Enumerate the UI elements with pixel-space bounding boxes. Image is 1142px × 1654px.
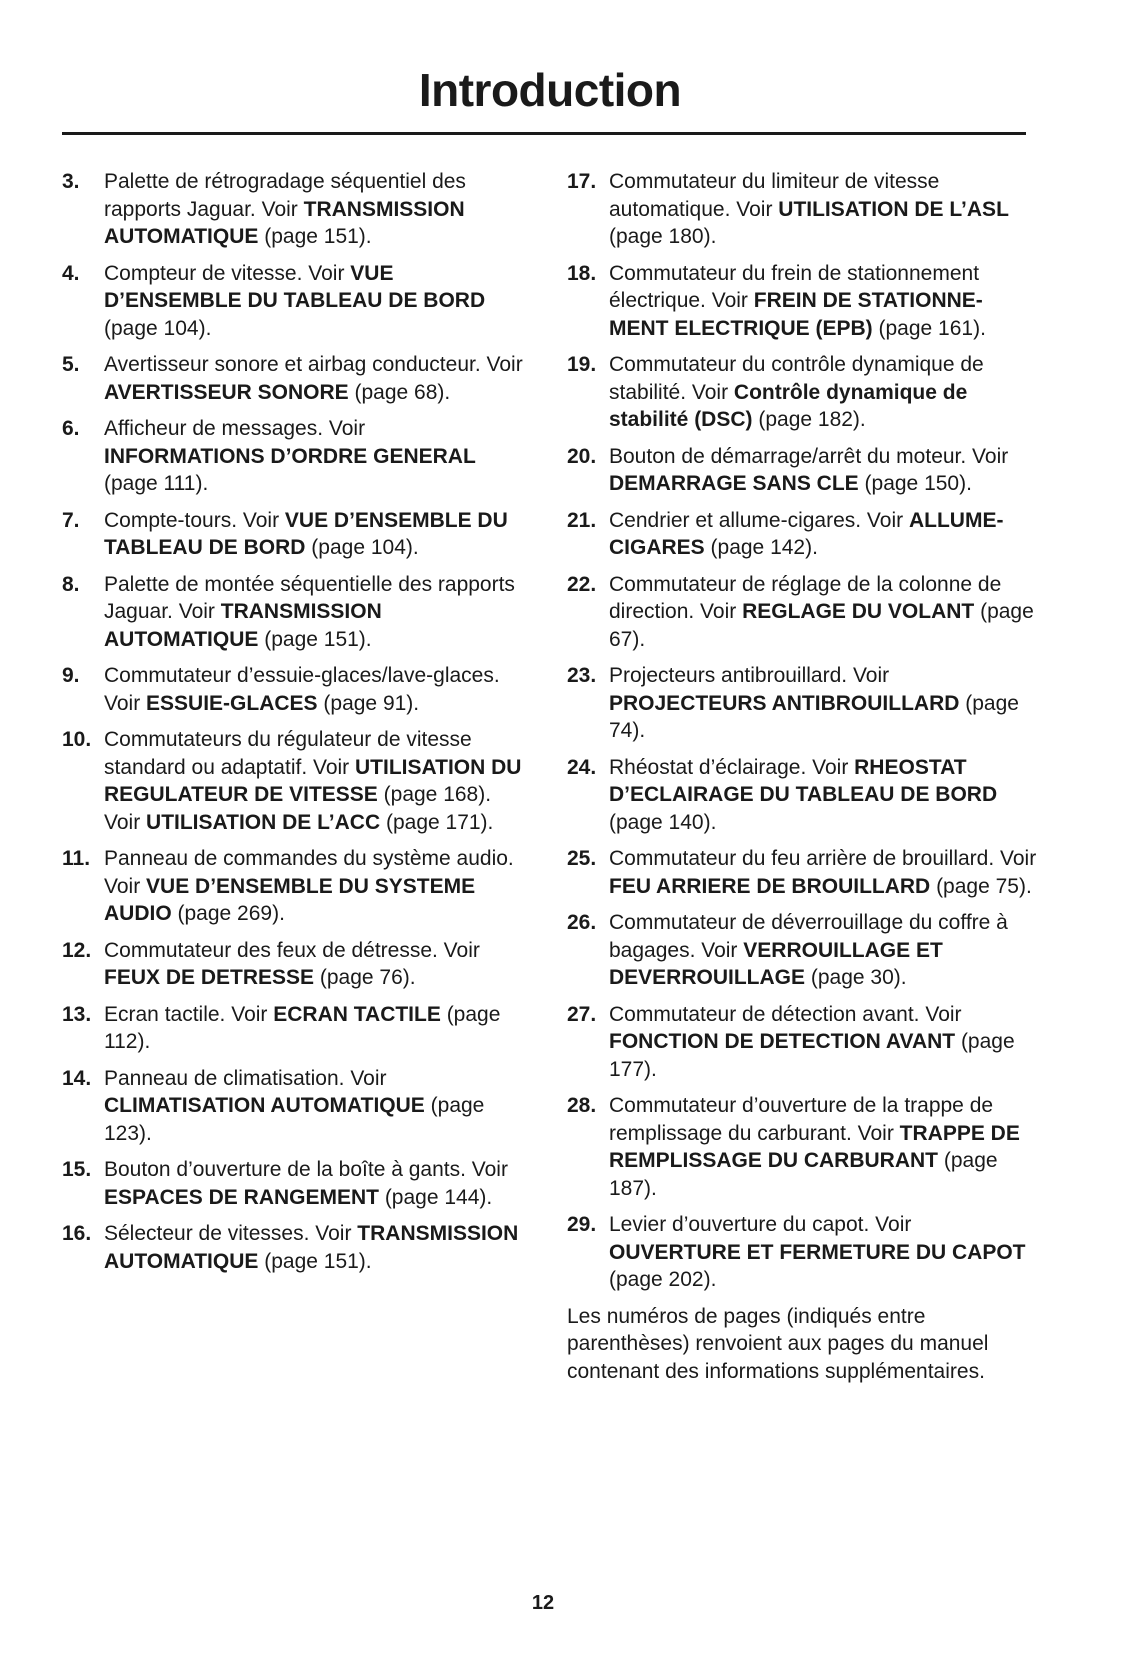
- item-number: 29.: [567, 1213, 597, 1236]
- list-item: [62, 415, 524, 498]
- item-description: Compte-tours. Voir: [104, 508, 285, 532]
- item-description: Commutateur de réglage de la colonne de direction. Voir: [609, 572, 1002, 623]
- item-number: 23.: [567, 664, 597, 687]
- item-page-ref: (page 150).: [858, 472, 972, 495]
- item-number: 24.: [567, 755, 597, 779]
- item-description: Commutateur du contrôle dynamique de stabilité. Voir: [609, 353, 984, 404]
- item-number: 16.: [62, 1222, 92, 1245]
- section-reference: VUE D’ENSEMBLE DU TABLEAU DE BORD: [104, 508, 508, 559]
- item-description: Panneau de commandes du système audio. Voir: [104, 847, 514, 898]
- item-page-ref: (page 182).: [752, 408, 866, 431]
- list-item: [62, 726, 524, 836]
- list-item: [62, 351, 524, 406]
- section-reference: ALLUME-CIGARES: [609, 508, 1004, 559]
- item-description: Commutateur du limiteur de vitesse automatique. Voir: [609, 170, 940, 221]
- section-reference: ESPACES DE RANGEMENT: [104, 1185, 379, 1209]
- section-reference: ECRAN TACTILE: [273, 1002, 441, 1026]
- item-page-ref: (page 30).: [805, 966, 907, 989]
- section-reference: FONCTION DE DETECTION AVANT: [609, 1030, 956, 1053]
- item-description: Avertisseur sonore et airbag conducteur. Voir: [104, 353, 523, 376]
- item-number: 6.: [62, 417, 80, 440]
- section-reference: CLIMATISATION AUTOMATIQUE: [104, 1094, 425, 1117]
- list-item: [567, 1092, 1037, 1202]
- section-reference: TRANSMISSION AUTOMATIQUE: [104, 600, 382, 651]
- section-reference: ESSUIE-GLACES: [146, 691, 318, 715]
- item-page-ref: (page 75).: [930, 874, 1032, 898]
- item-number: 11.: [62, 847, 91, 870]
- item-number: 28.: [567, 1094, 597, 1117]
- item-text: [609, 1092, 1037, 1202]
- item-description: Commutateur de déverrouillage du coffre à bagages. Voir: [609, 911, 1008, 962]
- title-divider: [62, 132, 1026, 135]
- item-page-ref: (page 144).: [378, 1185, 493, 1209]
- item-description: Commutateur d’essuie-glaces/lave-glaces. Voir: [104, 664, 500, 715]
- item-number: 13.: [62, 1002, 92, 1026]
- item-description: Projecteurs antibrouillard. Voir: [609, 664, 890, 687]
- item-number: 20.: [567, 444, 597, 468]
- item-description: Commutateur du frein de stationnement électrique. Voir: [609, 261, 980, 312]
- list-item: [62, 1220, 524, 1275]
- item-text: [609, 662, 1037, 745]
- item-text: [104, 1220, 524, 1275]
- item-text: [104, 1001, 524, 1056]
- section-reference: INFORMATIONS D’ORDRE GENERAL: [104, 444, 476, 468]
- item-number: 4.: [62, 261, 80, 285]
- item-text: [609, 443, 1037, 498]
- list-item: [62, 260, 524, 343]
- item-text: [609, 909, 1037, 992]
- item-description: Bouton de démarrage/arrêt du moteur. Voir: [609, 444, 1009, 468]
- list-item: [567, 1001, 1037, 1084]
- list-item: [567, 351, 1037, 434]
- item-text: [104, 662, 524, 717]
- section-reference: TRANSMISSION AUTOMATIQUE: [104, 197, 465, 248]
- item-text: [609, 168, 1037, 251]
- item-description: Cendrier et allume-cigares. Voir: [609, 508, 909, 532]
- list-item: [567, 1211, 1037, 1294]
- item-text: [104, 168, 524, 251]
- item-page-ref: (page 177).: [609, 1030, 1015, 1081]
- item-text: [609, 1001, 1037, 1084]
- item-page-ref: (page 161).: [872, 316, 986, 340]
- section-reference: PROJECTEURS ANTIBROUILLARD: [609, 691, 960, 715]
- item-text: [104, 571, 524, 654]
- list-item: [62, 1156, 524, 1211]
- page-number: 12: [531, 1592, 555, 1614]
- list-item: [62, 571, 524, 654]
- item-description: Commutateur des feux de détresse. Voir: [104, 938, 480, 962]
- item-page-ref: (page 171).: [380, 810, 494, 834]
- item-page-ref: (page 187).: [609, 1149, 998, 1200]
- item-page-ref: (page 140).: [609, 810, 717, 834]
- item-number: 15.: [62, 1158, 92, 1181]
- item-number: 5.: [62, 353, 80, 376]
- item-page-ref: (page 112).: [104, 1002, 501, 1053]
- section-reference: UTILISATION DE L’ASL: [778, 197, 1009, 221]
- item-number: 22.: [567, 572, 597, 596]
- item-text: [104, 351, 524, 406]
- section-reference: FEU ARRIERE DE BROUILLARD: [609, 874, 931, 898]
- section-reference: FREIN DE STATIONNE-MENT ELECTRIQUE (EPB): [609, 289, 983, 340]
- section-reference: Contrôle dynamique de stabilité (DSC): [609, 380, 968, 431]
- item-number: 18.: [567, 261, 597, 285]
- item-text: [609, 507, 1037, 562]
- item-number: 3.: [62, 170, 80, 193]
- item-description: Palette de montée séquentielle des rapports Jaguar. Voir: [104, 572, 515, 623]
- item-page-ref: (page 111).: [104, 472, 209, 495]
- item-text: [609, 571, 1037, 654]
- item-page-ref: (page 104).: [104, 316, 212, 340]
- section-reference: UTILISATION DE L’ACC: [146, 810, 381, 834]
- list-item: [62, 845, 524, 928]
- item-page-ref: (page 151).: [258, 225, 372, 248]
- list-item: [62, 937, 524, 992]
- item-text: [609, 260, 1037, 343]
- list-item: [62, 168, 524, 251]
- item-page-ref: (page 269).: [171, 902, 285, 925]
- item-number: 21.: [567, 508, 597, 532]
- item-text: [609, 754, 1037, 837]
- item-page-ref: (page 91).: [317, 691, 420, 715]
- list-item: [567, 507, 1037, 562]
- item-description: Commutateurs du régulateur de vitesse standard ou adaptatif. Voir: [104, 728, 472, 779]
- item-text: [609, 1211, 1037, 1294]
- item-description: Afficheur de messages. Voir: [104, 417, 366, 440]
- item-page-ref: (page 180).: [609, 225, 717, 248]
- item-page-ref: (page 151).: [258, 1249, 372, 1273]
- item-page-ref: (page 104).: [305, 536, 419, 559]
- list-item: [62, 662, 524, 717]
- item-text: [609, 351, 1037, 434]
- section-reference: TRANSMISSION AUTOMATIQUE: [104, 1222, 519, 1273]
- item-number: 9.: [62, 664, 80, 687]
- item-page-ref: (page 168). Voir: [104, 783, 492, 834]
- section-reference: VUE D’ENSEMBLE DU SYSTEME AUDIO: [104, 874, 476, 925]
- item-page-ref: (page 151).: [258, 627, 372, 651]
- right-column: [567, 168, 1037, 1385]
- item-page-ref: (page 142).: [704, 536, 818, 559]
- item-description: Palette de rétrogradage séquentiel des rapports Jaguar. Voir: [104, 170, 466, 221]
- section-reference: RHEOSTAT D’ECLAIRAGE DU TABLEAU DE BORD: [609, 755, 998, 806]
- item-description: Ecran tactile. Voir: [104, 1002, 274, 1026]
- item-page-ref: (page 74).: [609, 691, 1019, 742]
- page-title: Introduction: [418, 64, 682, 116]
- list-item: [567, 260, 1037, 343]
- item-number: 19.: [567, 353, 597, 376]
- section-reference: OUVERTURE ET FERMETURE DU CAPOT: [609, 1240, 1026, 1264]
- item-text: [104, 415, 524, 498]
- list-item: [567, 909, 1037, 992]
- item-number: 27.: [567, 1002, 597, 1026]
- item-number: 8.: [62, 572, 80, 596]
- section-reference: AVERTISSEUR SONORE: [104, 380, 349, 404]
- item-text: [104, 1156, 524, 1211]
- item-description: Commutateur d’ouverture de la trappe de remplissage du carburant. Voir: [609, 1094, 994, 1145]
- item-description: Rhéostat d’éclairage. Voir: [609, 755, 855, 779]
- item-description: Levier d’ouverture du capot. Voir: [609, 1213, 912, 1236]
- list-item: [567, 168, 1037, 251]
- section-reference: VUE D’ENSEMBLE DU TABLEAU DE BORD: [104, 261, 486, 312]
- list-item: [567, 571, 1037, 654]
- item-description: Panneau de climatisation. Voir: [104, 1066, 387, 1090]
- item-text: [104, 1065, 524, 1148]
- left-column: [62, 168, 524, 1284]
- item-number: 12.: [62, 938, 92, 962]
- item-text: [104, 507, 524, 562]
- item-description: Commutateur du feu arrière de brouillard. Voir: [609, 847, 1037, 870]
- item-description: Compteur de vitesse. Voir: [104, 261, 351, 285]
- item-page-ref: (page 202).: [609, 1268, 717, 1291]
- item-page-ref: (page 68).: [348, 380, 451, 404]
- section-reference: VERROUILLAGE ET DEVERROUILLAGE: [609, 938, 943, 989]
- item-description: Bouton d’ouverture de la boîte à gants. Voir: [104, 1158, 508, 1181]
- item-text: [104, 845, 524, 928]
- list-item: [567, 443, 1037, 498]
- item-page-ref: (page 67).: [609, 600, 1034, 651]
- item-text: [104, 260, 524, 343]
- item-page-ref: (page 123).: [104, 1094, 485, 1145]
- list-item: [62, 507, 524, 562]
- item-number: 7.: [62, 508, 80, 532]
- item-page-ref: (page 76).: [314, 966, 416, 989]
- item-text: [104, 726, 524, 836]
- section-reference: FEUX DE DETRESSE: [104, 966, 315, 989]
- list-item: [567, 845, 1037, 900]
- section-reference: TRAPPE DE REMPLISSAGE DU CARBURANT: [609, 1121, 1020, 1172]
- item-text: [104, 937, 524, 992]
- list-item: [62, 1001, 524, 1056]
- section-reference: DEMARRAGE SANS CLE: [609, 472, 859, 495]
- item-description: Sélecteur de vitesses. Voir: [104, 1222, 358, 1245]
- list-item: [567, 754, 1037, 837]
- item-number: 17.: [567, 170, 597, 193]
- item-number: 14.: [62, 1066, 92, 1090]
- footnote: Les numéros de pages (indiqués entre parenthèses) renvoient aux pages du manuel contenant des informations supplémentaires.: [567, 1304, 989, 1383]
- item-description: Commutateur de détection avant. Voir: [609, 1002, 962, 1026]
- item-number: 26.: [567, 911, 597, 934]
- list-item: [62, 1065, 524, 1148]
- item-number: 10.: [62, 728, 92, 751]
- item-text: [609, 845, 1037, 900]
- list-item: [567, 662, 1037, 745]
- section-reference: UTILISATION DU REGULATEUR DE VITESSE: [104, 755, 522, 806]
- section-reference: REGLAGE DU VOLANT: [742, 600, 975, 623]
- item-number: 25.: [567, 847, 597, 870]
